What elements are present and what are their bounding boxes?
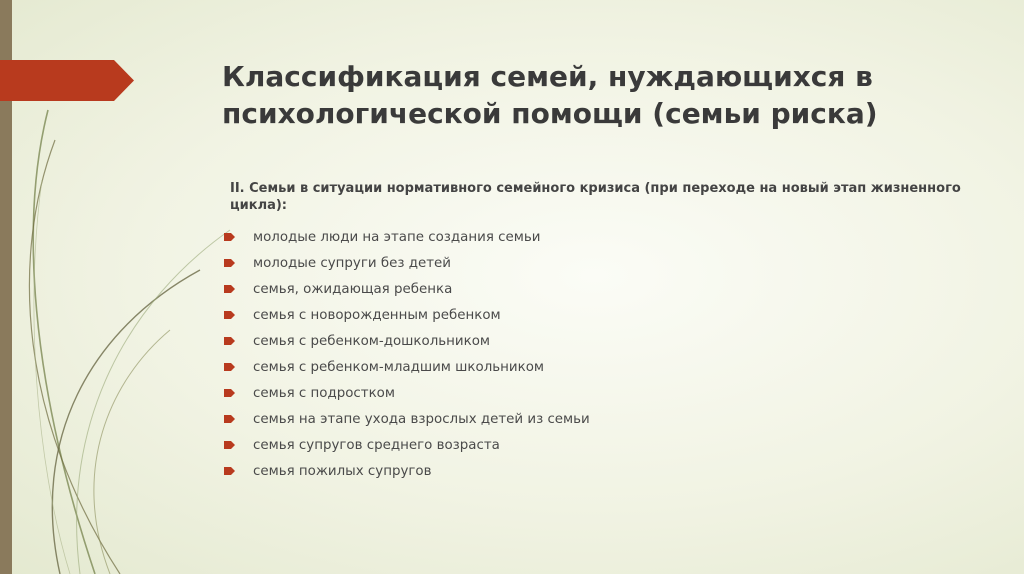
title-arrow-icon xyxy=(0,60,134,101)
arrow-bullet-icon xyxy=(224,258,236,268)
list-item xyxy=(224,380,964,406)
list-item xyxy=(224,250,964,276)
bullet-list xyxy=(224,224,964,484)
list-item-label: семья, ожидающая ребенка xyxy=(253,281,453,297)
list-item xyxy=(224,406,964,432)
page-title xyxy=(222,58,982,132)
list-item xyxy=(224,354,964,380)
list-item-label: семья супругов среднего возраста xyxy=(253,437,500,453)
list-item-label: семья с ребенком-дошкольником xyxy=(253,333,491,349)
list-item xyxy=(224,224,964,250)
list-item-label: семья с подростком xyxy=(253,385,395,401)
arrow-bullet-icon xyxy=(224,284,236,294)
title-line-2: психологической помощи (семьи риска) xyxy=(222,97,878,130)
arrow-bullet-icon xyxy=(224,414,236,424)
arrow-bullet-icon xyxy=(224,466,236,476)
title-line-1: Классификация семей, нуждающихся в xyxy=(222,60,873,93)
list-item-label: семья с ребенком-младшим школьником xyxy=(253,359,544,375)
list-item xyxy=(224,328,964,354)
list-item-label: молодые люди на этапе создания семьи xyxy=(253,229,541,245)
list-item xyxy=(224,302,964,328)
list-item xyxy=(224,276,964,302)
arrow-bullet-icon xyxy=(224,362,236,372)
section-heading: II. Семьи в ситуации нормативного семейного кризиса (при переходе на новый этап жизненного цикла): xyxy=(230,181,961,213)
arrow-bullet-icon xyxy=(224,310,236,320)
arrow-bullet-icon xyxy=(224,336,236,346)
arrow-bullet-icon xyxy=(224,232,236,242)
list-item-label: семья на этапе ухода взрослых детей из семьи xyxy=(253,411,590,427)
list-item-label: молодые супруги без детей xyxy=(253,255,451,271)
list-item xyxy=(224,458,964,484)
list-item xyxy=(224,432,964,458)
list-item-label: семья пожилых супругов xyxy=(253,463,432,479)
arrow-bullet-icon xyxy=(224,440,236,450)
list-item-label: семья с новорожденным ребенком xyxy=(253,307,501,323)
slide-content xyxy=(224,180,964,484)
arrow-bullet-icon xyxy=(224,388,236,398)
